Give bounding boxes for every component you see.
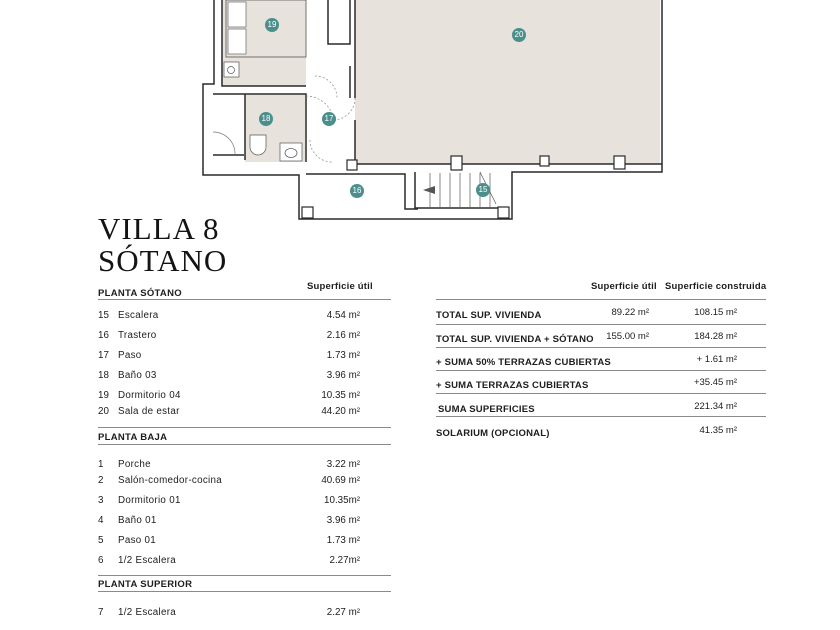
table-row (98, 495, 360, 509)
row-number: 16 (98, 330, 109, 341)
table-divider (436, 347, 766, 348)
floor-plan-drawing (0, 0, 840, 225)
table-row (98, 390, 360, 404)
row-number: 17 (98, 350, 109, 361)
section-title-superior: PLANTA SUPERIOR (98, 579, 193, 590)
row-number: 1 (98, 459, 104, 470)
row-value: 3.96 m² (326, 515, 360, 526)
table-row (98, 370, 360, 384)
table-divider (436, 393, 766, 394)
totals-row (436, 425, 766, 442)
row-value: 2.16 m² (326, 330, 360, 341)
row-number: 4 (98, 515, 104, 526)
row-label: Paso (118, 350, 142, 361)
section-title-sotano: PLANTA SÓTANO (98, 288, 182, 299)
row-number: 15 (98, 310, 109, 321)
room-marker-20: 20 (512, 28, 526, 42)
sala-de-estar-floor (355, 0, 660, 164)
totals-label: TOTAL SUP. VIVIENDA (436, 310, 542, 321)
totals-row (436, 331, 766, 348)
table-divider (436, 370, 766, 371)
right-header-built: Superficie construida (665, 281, 767, 292)
row-value: 10.35m² (324, 495, 360, 506)
table-row (98, 459, 360, 473)
totals-row (436, 377, 766, 394)
totals-built: 108.15 m² (694, 307, 737, 318)
table-row (98, 406, 360, 420)
totals-useful: 89.22 m² (611, 307, 649, 318)
row-label: Baño 01 (118, 515, 157, 526)
totals-label: + SUMA 50% TERRAZAS CUBIERTAS (436, 357, 611, 368)
totals-label: SUMA SUPERFICIES (438, 404, 535, 415)
row-label: Salón-comedor-cocina (118, 475, 223, 486)
totals-label: + SUMA TERRAZAS CUBIERTAS (436, 380, 589, 391)
row-number: 18 (98, 370, 109, 381)
section-divider (98, 427, 391, 428)
table-row (98, 555, 360, 569)
row-value: 3.96 m² (326, 370, 360, 381)
row-number: 20 (98, 406, 109, 417)
table-divider (436, 324, 766, 325)
row-label: 1/2 Escalera (118, 555, 177, 566)
row-label: Porche (118, 459, 151, 470)
row-number: 6 (98, 555, 104, 566)
room-marker-17: 17 (322, 112, 336, 126)
room-marker-18: 18 (259, 112, 273, 126)
left-header-useful: Superficie útil (307, 281, 373, 292)
totals-built: +35.45 m² (693, 377, 737, 388)
row-number: 5 (98, 535, 104, 546)
totals-label: SOLARIUM (OPCIONAL) (436, 428, 550, 439)
row-value: 2.27 m² (326, 607, 360, 618)
row-label: Paso 01 (118, 535, 157, 546)
row-number: 3 (98, 495, 104, 506)
table-divider (436, 416, 766, 417)
totals-built: 184.28 m² (694, 331, 737, 342)
table-row (98, 350, 360, 364)
section-divider (98, 591, 391, 592)
title-floor: SÓTANO (98, 243, 228, 278)
table-row (98, 330, 360, 344)
row-number: 19 (98, 390, 109, 401)
row-value: 10.35 m² (321, 390, 360, 401)
totals-built: + 1.61 m² (696, 354, 737, 365)
title-villa: VILLA 8 (98, 211, 220, 246)
table-row (98, 475, 360, 489)
row-number: 7 (98, 607, 104, 618)
room-marker-16: 16 (350, 184, 364, 198)
row-value: 1.73 m² (326, 350, 360, 361)
floor-plan (0, 0, 840, 225)
section-title-baja: PLANTA BAJA (98, 432, 168, 443)
table-row (98, 607, 360, 621)
row-value: 40.69 m² (321, 475, 360, 486)
section-divider (98, 444, 391, 445)
row-value: 1.73 m² (326, 535, 360, 546)
row-label: Sala de estar (118, 406, 180, 417)
row-value: 3.22 m² (326, 459, 360, 470)
totals-row (436, 307, 766, 324)
row-label: Escalera (118, 310, 159, 321)
row-value: 4.54 m² (326, 310, 360, 321)
table-divider (436, 299, 766, 300)
table-row (98, 310, 360, 324)
row-label: Dormitorio 01 (118, 495, 181, 506)
table-row (98, 535, 360, 549)
row-label: Trastero (118, 330, 157, 341)
room-marker-15: 15 (476, 183, 490, 197)
table-row (98, 515, 360, 529)
totals-built: 41.35 m² (699, 425, 737, 436)
right-header-useful: Superficie útil (591, 281, 657, 292)
row-value: 44.20 m² (321, 406, 360, 417)
row-label: 1/2 Escalera (118, 607, 177, 618)
section-divider (98, 299, 391, 300)
totals-label: TOTAL SUP. VIVIENDA + SÓTANO (436, 334, 594, 345)
row-label: Dormitorio 04 (118, 390, 181, 401)
row-label: Baño 03 (118, 370, 157, 381)
totals-built: 221.34 m² (694, 401, 737, 412)
row-value: 2.27m² (329, 555, 360, 566)
room-marker-19: 19 (265, 18, 279, 32)
totals-useful: 155.00 m² (606, 331, 649, 342)
totals-row (436, 354, 766, 371)
row-number: 2 (98, 475, 104, 486)
section-divider (98, 575, 391, 576)
